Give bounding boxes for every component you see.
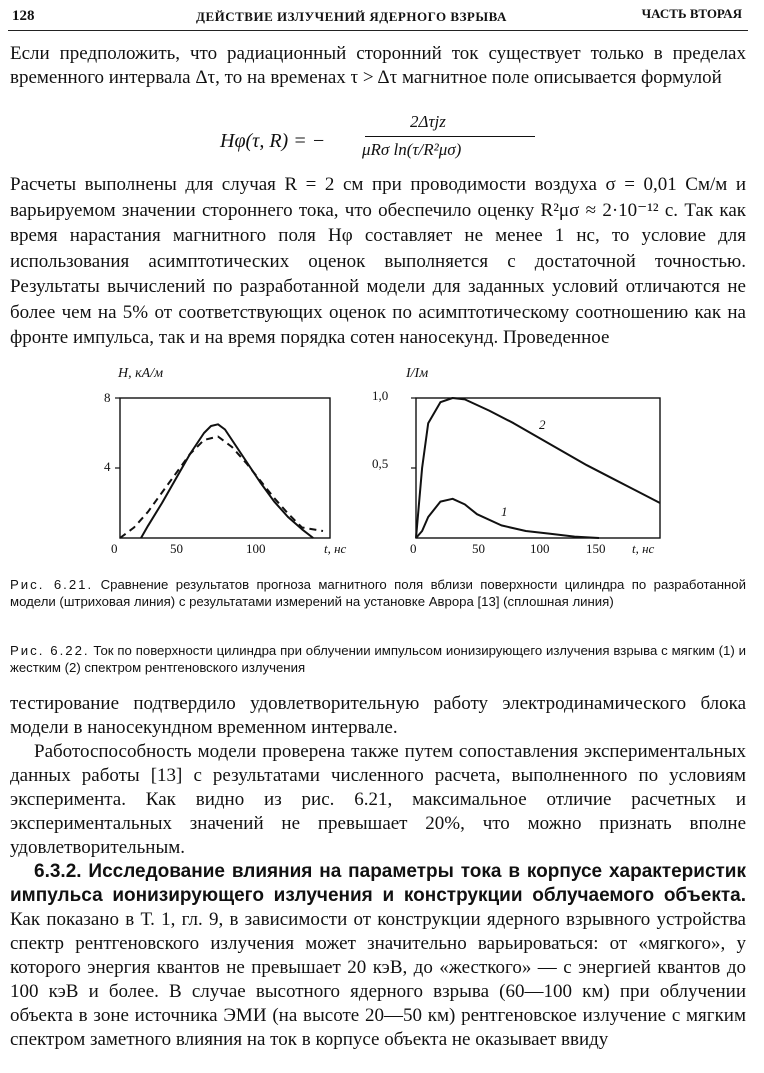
page-header bbox=[8, 4, 742, 26]
x-tick-50-2: 50 bbox=[472, 541, 485, 556]
body-text-block bbox=[10, 692, 746, 860]
x-tick-50: 50 bbox=[170, 541, 183, 556]
x-axis-label-2: t, нс bbox=[632, 541, 655, 556]
x-tick-0-2: 0 bbox=[410, 541, 417, 556]
section-6-3-2 bbox=[10, 860, 746, 1052]
paragraph-verification: Работоспособность модели проверена также путем сопоставления экспериментальных данных работы [13] с результатами численного расчета, выполненного по условиям эксперимента. Как видно из рис. 6.21, максимальное отличие расчетных и экспериментальных значений не превышает 20%, что можно признать вполне удовлетворительным. bbox=[10, 741, 746, 858]
chart-6-21-plot bbox=[92, 360, 372, 570]
y-tick-1-0: 1,0 bbox=[372, 388, 389, 403]
chart-6-22-plot bbox=[370, 360, 680, 570]
section-text: Как показано в Т. 1, гл. 9, в зависимости от конструкции ядерного взрывного устройства спектр рентгеновского излучения может значительно варьироваться: от «мягкого», у которого энергия квантов не превышает 20 кэВ, до «жесткого» — с энергией квантов до 100 кэВ и более. В случае высотного ядерного взрыва (60—100 км) при облучении объекта в зоне источника ЭМИ (на высоте 20—50 км) рентгеновское излучение с мягким спектром заметного влияния на ток в корпусе объекта не оказывает ввиду bbox=[10, 909, 746, 1050]
y-tick-8: 8 bbox=[104, 390, 111, 405]
x-tick-100: 100 bbox=[246, 541, 266, 556]
caption-6-21-label: Рис. 6.21. bbox=[10, 577, 94, 592]
formula-left: Hφ(τ, R) = − bbox=[220, 130, 326, 152]
caption-6-21 bbox=[10, 576, 746, 610]
running-title: ДЕЙСТВИЕ ИЗЛУЧЕНИЙ ЯДЕРНОГО ВЗРЫВА bbox=[196, 9, 507, 24]
y-axis-label-2: I/Iм bbox=[406, 366, 429, 381]
page-number: 128 bbox=[12, 8, 35, 24]
x-tick-150-2: 150 bbox=[586, 541, 606, 556]
paragraph-testing: тестирование подтвердило удовлетворительную работу электродинамического блока модели в наносекундном временном интервале. bbox=[10, 693, 746, 738]
section-heading: 6.3.2. Исследование влияния на параметры тока в корпусе характеристик импульса ионизирующего излучения и конструкции облучаемого объекта. bbox=[10, 861, 746, 906]
series-line-2 bbox=[141, 424, 313, 538]
formula-denominator: μRσ ln(τ/R²μσ) bbox=[362, 140, 462, 159]
curve-label-2: 2 bbox=[539, 417, 546, 432]
x-tick-100-2: 100 bbox=[530, 541, 550, 556]
formula-numerator: 2Δτjz bbox=[410, 112, 446, 131]
plot-frame bbox=[120, 398, 330, 538]
series-line-2 bbox=[416, 398, 660, 538]
x-axis-label: t, нс bbox=[324, 541, 347, 556]
fraction-bar bbox=[365, 136, 535, 137]
header-rule bbox=[8, 30, 748, 31]
paragraph-intro: Если предположить, что радиационный сторонний ток существует только в пределах временного интервала Δτ, то на временах τ > Δτ магнитное поле описывается формулой bbox=[10, 43, 746, 88]
y-tick-0-5: 0,5 bbox=[372, 456, 389, 471]
x-tick-0: 0 bbox=[111, 541, 118, 556]
figure-6-22 bbox=[370, 360, 680, 570]
series-line-1 bbox=[416, 499, 599, 538]
y-tick-4: 4 bbox=[104, 459, 111, 474]
caption-6-21-text: Сравнение результатов прогноза магнитного поля вблизи поверхности цилиндра по разработанной модели (штриховая линия) с результатами измерений на установке Аврора [13] (сплошная линия) bbox=[10, 577, 746, 609]
part-label: ЧАСТЬ ВТОРАЯ bbox=[641, 6, 742, 21]
caption-6-22-text: Ток по поверхности цилиндра при облучении импульсом ионизирующего излучения взрыва с мягким (1) и жестким (2) спектром рентгеновского излучения bbox=[10, 643, 746, 675]
caption-6-22 bbox=[10, 642, 746, 676]
caption-6-22-label: Рис. 6.22. bbox=[10, 643, 90, 658]
plot-frame-2 bbox=[416, 398, 660, 538]
formula-h-phi bbox=[220, 112, 540, 168]
figure-6-21 bbox=[92, 360, 372, 570]
paragraph-calculations: Расчеты выполнены для случая R = 2 см при проводимости воздуха σ = 0,01 См/м и варьируемом значении стороннего тока, что обеспечило оценку R²μσ ≈ 2·10⁻¹² с. Так как время нарастания магнитного поля Hφ составляет не менее 1 нс, то условие для использования асимптотических оценок выполняется с достаточной точностью. Результаты вычислений по разработанной модели для заданных условий отличаются не более чем на 5% от соответствующих оценок по асимптотическому соотношению как на фронте импульса, так и на время порядка сотен наносекунд. Проведенное bbox=[10, 174, 746, 348]
curve-label-1: 1 bbox=[501, 504, 508, 519]
y-axis-label: H, кА/м bbox=[118, 366, 164, 381]
